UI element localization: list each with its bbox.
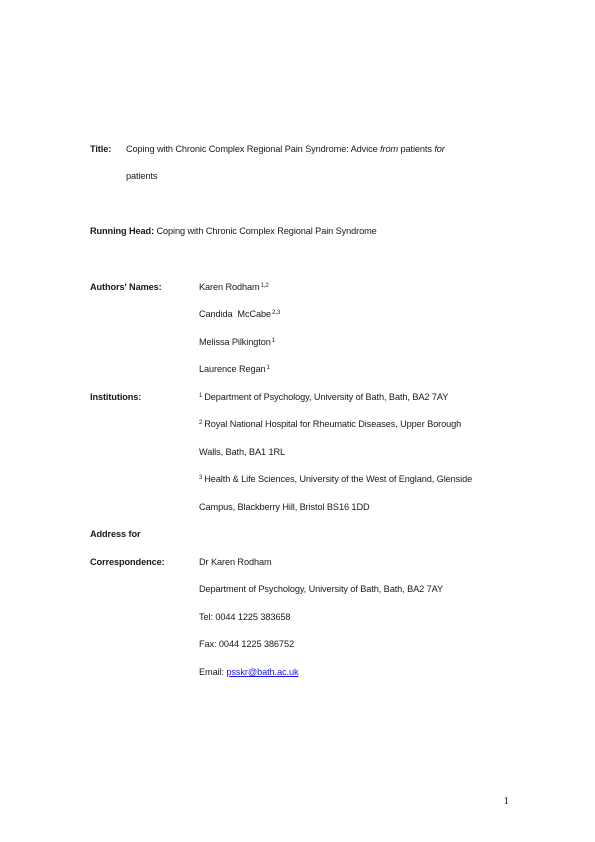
- title-label: Title:: [90, 144, 112, 154]
- institution-sup: 2: [199, 420, 203, 426]
- author-name: [199, 336, 275, 348]
- title-emphasis-from: from: [380, 144, 399, 154]
- institution-sup: 3: [199, 475, 203, 481]
- institution-line: [199, 391, 448, 403]
- correspondence-label-line2: Correspondence:: [90, 557, 165, 567]
- institution-line-continued: Campus, Blackberry Hill, Bristol BS16 1DD: [199, 502, 370, 512]
- author-affiliation-sup: 1,2: [260, 283, 269, 289]
- author-name-text: Melissa Pilkington: [199, 337, 271, 347]
- author-name-text: Candida McCabe: [199, 309, 272, 319]
- institution-line-continued: Walls, Bath, BA1 1RL: [199, 447, 285, 457]
- page-number: 1: [503, 795, 509, 807]
- correspondence-name: Dr Karen Rodham: [199, 557, 272, 567]
- correspondence-fax: Fax: 0044 1225 386752: [199, 639, 294, 649]
- title-emphasis-for: for: [434, 144, 445, 154]
- title-text-part1: Coping with Chronic Complex Regional Pain Syndrome: Advice: [126, 144, 378, 154]
- correspondence-tel: Tel: 0044 1225 383658: [199, 612, 291, 622]
- authors-label: Authors' Names:: [90, 282, 162, 292]
- correspondence-address: Department of Psychology, University of Bath, Bath, BA2 7AY: [199, 584, 443, 594]
- email-link[interactable]: psskr@bath.ac.uk: [226, 667, 299, 677]
- institution-sup: 1: [199, 393, 203, 399]
- running-head-value: Coping with Chronic Complex Regional Pain Syndrome: [156, 226, 377, 236]
- title-line-2: patients: [126, 171, 158, 181]
- institution-text: Royal National Hospital for Rheumatic Diseases, Upper Borough: [204, 419, 462, 429]
- correspondence-email-line: [199, 666, 298, 678]
- institution-line: [199, 418, 461, 430]
- author-name: [199, 363, 270, 375]
- title-text-part2: patients: [400, 144, 432, 154]
- running-head-label: Running Head:: [90, 226, 155, 236]
- institution-text: Health & Life Sciences, University of the West of England, Glenside: [204, 474, 473, 484]
- institution-text: Department of Psychology, University of Bath, Bath, BA2 7AY: [204, 392, 449, 402]
- institution-line: [199, 473, 472, 485]
- author-affiliation-sup: 2,3: [272, 310, 281, 316]
- institutions-label: Institutions:: [90, 392, 142, 402]
- correspondence-label-line1: Address for: [90, 529, 141, 539]
- author-name-text: Karen Rodham: [199, 282, 260, 292]
- title-line-1: [126, 143, 445, 155]
- author-affiliation-sup: 1: [271, 338, 275, 344]
- running-head: [90, 225, 377, 237]
- author-name: [199, 281, 269, 293]
- author-affiliation-sup: 1: [266, 365, 270, 371]
- author-name: [199, 308, 280, 320]
- author-name-text: Laurence Regan: [199, 364, 266, 374]
- email-label: Email:: [199, 667, 224, 677]
